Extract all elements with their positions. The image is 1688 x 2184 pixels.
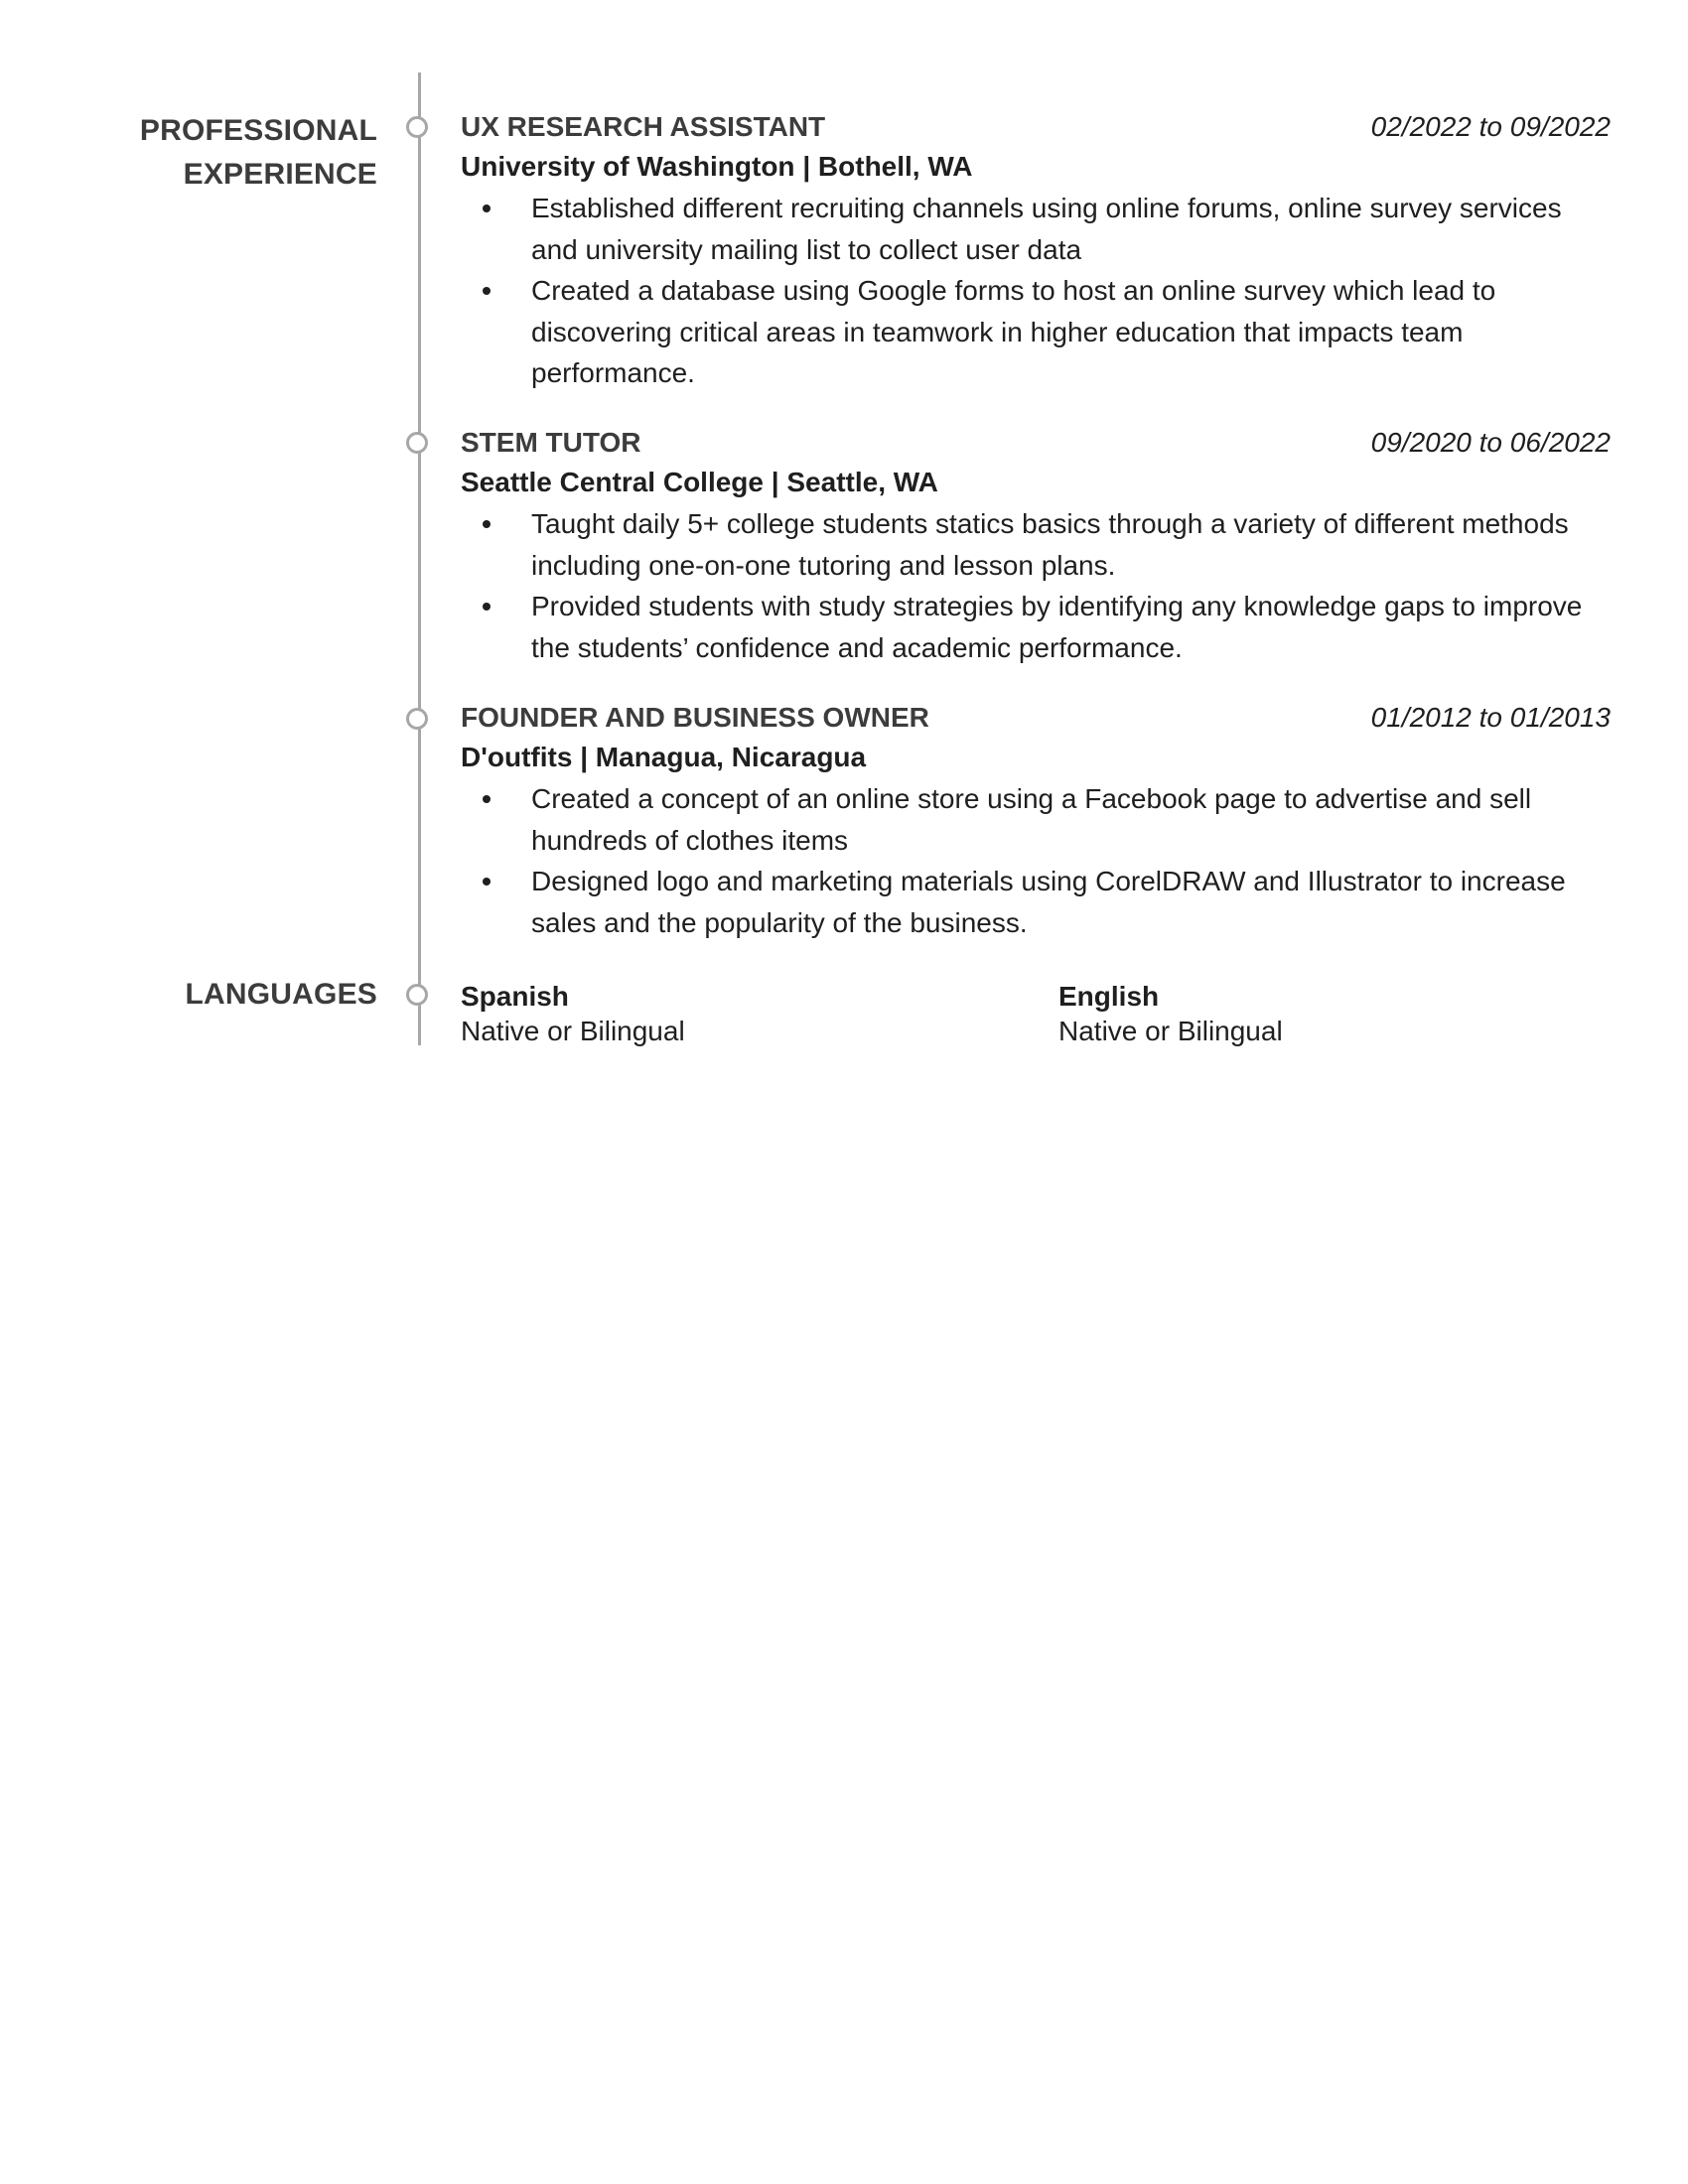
job-dates: 02/2022 to 09/2022 (1370, 111, 1611, 142)
bullet-item: Established different recruiting channels using online forums, online survey services and university mailing list to collect user data (461, 188, 1611, 270)
job-bullets (461, 188, 1611, 394)
job-entry (461, 699, 1611, 943)
language-level: Native or Bilingual (461, 1016, 685, 1046)
timeline-node-icon (406, 984, 428, 1006)
bullet-item: Provided students with study strategies by identifying any knowledge gaps to improve the students’ confidence and academic performance. (461, 586, 1611, 668)
language-item (461, 979, 685, 1048)
language-name: Spanish (461, 981, 569, 1012)
job-bullets (461, 503, 1611, 668)
language-name: English (1058, 981, 1160, 1012)
bullet-item: Designed logo and marketing materials using CorelDRAW and Illustrator to increase sales and the popularity of the business. (461, 861, 1611, 943)
job-entry (461, 108, 1611, 394)
job-dates: 01/2012 to 01/2013 (1370, 702, 1611, 733)
job-bullets (461, 778, 1611, 943)
job-title: STEM TUTOR (461, 427, 641, 458)
timeline-node-icon (406, 708, 428, 730)
bullet-item: Taught daily 5+ college students statics basics through a variety of different methods including one-on-one tutoring and lesson plans. (461, 503, 1611, 586)
job-organization: Seattle Central College | Seattle, WA (461, 467, 938, 497)
timeline-node-icon (406, 116, 428, 138)
job-dates: 09/2020 to 06/2022 (1370, 427, 1611, 458)
timeline-line (418, 72, 421, 1045)
language-level: Native or Bilingual (1058, 1016, 1283, 1046)
bullet-item: Created a concept of an online store using a Facebook page to advertise and sell hundreds of clothes items (461, 778, 1611, 861)
section-label-languages: LANGUAGES (185, 978, 377, 1011)
section-label-line: PROFESSIONAL (139, 114, 377, 147)
job-title: FOUNDER AND BUSINESS OWNER (461, 702, 929, 733)
job-entry (461, 424, 1611, 668)
job-organization: D'outfits | Managua, Nicaragua (461, 742, 867, 772)
bullet-item: Created a database using Google forms to host an online survey which lead to discovering critical areas in teamwork in higher education that impacts team performance. (461, 270, 1611, 394)
section-label-professional-experience (140, 109, 377, 197)
job-organization: University of Washington | Bothell, WA (461, 151, 973, 182)
section-label-line: EXPERIENCE (183, 158, 377, 191)
timeline-node-icon (406, 432, 428, 454)
language-item (1058, 979, 1283, 1048)
job-title: UX RESEARCH ASSISTANT (461, 111, 826, 142)
